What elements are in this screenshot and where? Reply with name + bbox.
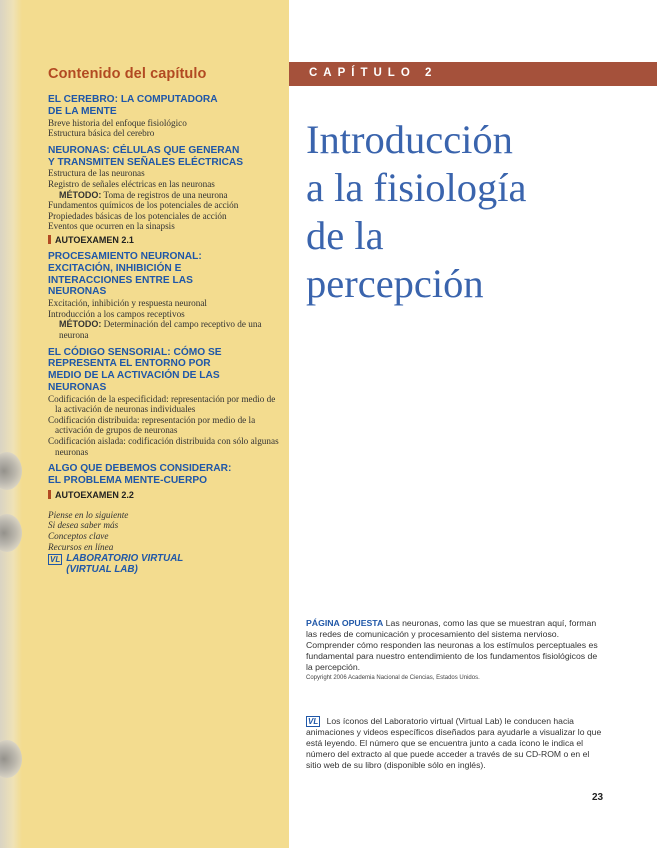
caption-label: PÁGINA OPUESTA [306, 618, 384, 628]
marker-bar [48, 235, 51, 244]
self-test-label: AUTOEXAMEN 2.2 [55, 489, 134, 500]
toc-section-heading: REPRESENTA EL ENTORNO POR [48, 358, 211, 370]
toc-closing-list [48, 510, 280, 575]
chapter-title [306, 116, 636, 308]
toc-item: Estructura de las neuronas [48, 168, 145, 179]
toc-section-heading: MEDIO DE LA ACTIVACIÓN DE LAS [48, 370, 220, 382]
toc-item: Registro de señales eléctricas en las neuronas [48, 178, 215, 189]
caption-text: Las neuronas, como las que se muestran aquí, forman las redes de comunicación y procesamiento del sistema nervioso. Comprender cómo responden las neuronas a los estímulos perceptuales es fundamental para nuestro entendimiento de los fundamentos fisiológicos de la percepción. [306, 618, 598, 673]
chapter-title-line: a la fisiología [306, 165, 527, 210]
virtual-lab-icon: VL [308, 717, 319, 727]
toc-title: Contenido del capítulo [48, 66, 207, 82]
opposite-page-caption [306, 618, 606, 683]
chapter-label: CAPÍTULO 2 [309, 67, 438, 79]
method-label: MÉTODO: [59, 319, 102, 330]
toc-section [48, 463, 280, 500]
toc-section-heading: EL PROBLEMA MENTE-CUERPO [48, 475, 208, 487]
toc-item: Excitación, inhibición y respuesta neuronal [48, 298, 207, 309]
toc-section-heading: NEURONAS [48, 286, 107, 298]
toc-sections [48, 94, 280, 500]
virtual-lab-label: (VIRTUAL LAB) [66, 564, 138, 576]
method-text: Toma de registros de una neurona [103, 189, 228, 200]
toc-section [48, 347, 280, 458]
toc-section [48, 145, 280, 245]
toc-section-heading: EXCITACIÓN, INHIBICIÓN E [48, 262, 182, 274]
self-test-marker [48, 490, 280, 500]
self-test-label: AUTOEXAMEN 2.1 [55, 234, 134, 245]
toc-item: Codificación distribuida: representación por medio de la activación de grupos de neuronas [48, 414, 256, 436]
virtual-lab-label: LABORATORIO VIRTUAL [66, 553, 184, 565]
page-binding-edge [0, 0, 22, 848]
toc-section-heading: NEURONAS: CÉLULAS QUE GENERAN [48, 144, 240, 156]
toc-item: Estructura básica del cerebro [48, 128, 155, 139]
toc-section-heading: INTERACCIONES ENTRE LAS [48, 274, 193, 286]
virtual-lab-note-text: Los íconos del Laboratorio virtual (Virtual Lab) le conducen hacia animaciones y videos específicos diseñados para ayudarle a visualizar lo que está leyendo. El número que se encuentra junto a cada ícono le indica el número del extracto al que puede acceder a través de su CD-ROM o en el sitio web de su libro (disponible sólo en inglés). [306, 716, 602, 770]
chapter-title-line: de la [306, 213, 384, 258]
closing-item: Si desea saber más [48, 520, 119, 531]
toc-section-heading: NEURONAS [48, 381, 107, 393]
marker-bar [48, 490, 51, 499]
virtual-lab-entry [48, 553, 280, 575]
toc-item: Introducción a los campos receptivos [48, 308, 185, 319]
closing-item: Recursos en línea [48, 541, 114, 552]
chapter-title-line: Introducción [306, 117, 513, 162]
chapter-bar [289, 62, 657, 86]
toc-item: Eventos que ocurren en la sinapsis [48, 221, 175, 232]
toc-section-heading: PROCESAMIENTO NEURONAL: [48, 250, 202, 262]
page-number: 23 [592, 792, 604, 803]
toc-method [48, 190, 280, 201]
chapter-title-line: percepción [306, 261, 484, 306]
virtual-lab-note [306, 716, 606, 770]
virtual-lab-icon: VL [50, 555, 61, 565]
toc-item: Codificación de la especificidad: representación por medio de la activación de neuronas individuales [48, 393, 276, 415]
toc-item: Propiedades básicas de los potenciales de acción [48, 210, 227, 221]
table-of-contents [48, 66, 280, 575]
method-text: Determinación del campo receptivo de una neurona [59, 319, 262, 340]
toc-section-heading: EL CÓDIGO SENSORIAL: CÓMO SE [48, 346, 222, 358]
closing-item: Piense en lo siguiente [48, 509, 129, 520]
toc-section-heading: DE LA MENTE [48, 105, 117, 117]
self-test-marker [48, 235, 280, 245]
toc-section [48, 94, 280, 139]
toc-section [48, 251, 280, 341]
method-label: MÉTODO: [59, 189, 102, 200]
toc-item: Breve historia del enfoque fisiológico [48, 117, 187, 128]
toc-section-heading: Y TRANSMITEN SEÑALES ELÉCTRICAS [48, 156, 244, 168]
toc-section-heading: ALGO QUE DEBEMOS CONSIDERAR: [48, 463, 232, 475]
toc-method [48, 319, 280, 340]
copyright-note: Copyright 2006 Academia Nacional de Ciencias, Estados Unidos. [306, 675, 480, 682]
toc-item: Fundamentos químicos de los potenciales de acción [48, 200, 239, 211]
toc-item: Codificación aislada: codificación distribuida con sólo algunas neuronas [48, 436, 279, 457]
toc-section-heading: EL CEREBRO: LA COMPUTADORA [48, 94, 218, 105]
chapter-contents-sidebar [0, 0, 289, 848]
closing-item: Conceptos clave [48, 531, 109, 542]
